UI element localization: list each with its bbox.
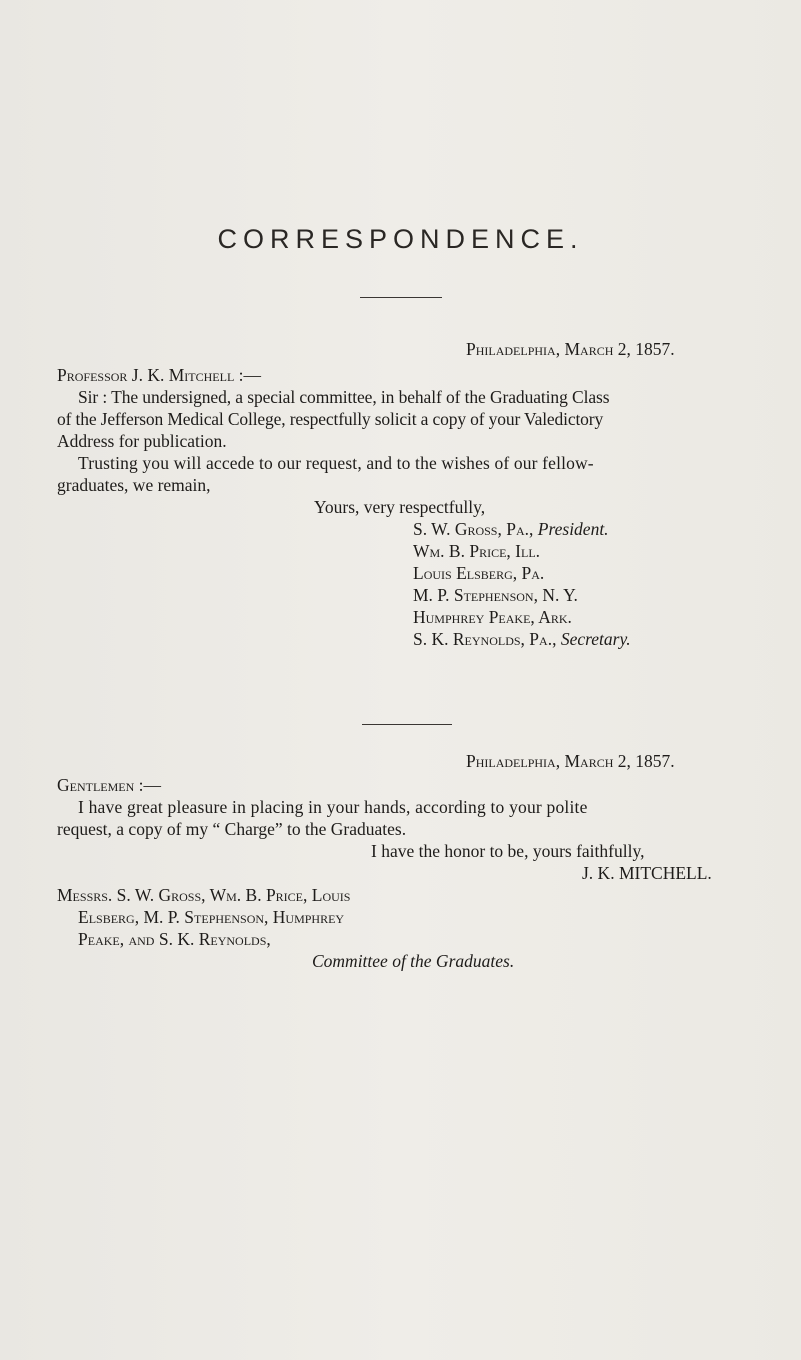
addressee-line: Elsberg, M. P. Stephenson, Humphrey: [78, 907, 345, 927]
letter1-body-line: Trusting you will accede to our request, and to the wishes of our fellow-: [78, 453, 594, 473]
signatory-name: S. K. Reynolds, Pa.,: [413, 629, 557, 649]
signatory-line: [413, 540, 540, 562]
letter2-salutation: Gentlemen :—: [57, 775, 162, 795]
signatory-line: [413, 562, 544, 584]
signatory-role: President.: [537, 519, 609, 539]
signatory-line: [413, 584, 578, 606]
addressee-note: Committee of the Graduates.: [312, 951, 515, 971]
letter1-body-line: of the Jefferson Medical College, respectfully solicit a copy of your Valedictory: [57, 409, 604, 429]
letter2-body-line: I have great pleasure in placing in your hands, according to your polite: [78, 797, 588, 817]
signatory-role: Secretary.: [560, 629, 631, 649]
signatory-line: [413, 628, 631, 650]
letter1-salutation: Professor J. K. Mitchell :—: [57, 365, 262, 385]
letter1-closing: Yours, very respectfully,: [314, 497, 486, 517]
letter2-closing: I have the honor to be, yours faithfully,: [371, 841, 645, 861]
letter2-body-line: request, a copy of my “ Charge” to the Graduates.: [57, 819, 407, 839]
addressee-line: Peake, and S. K. Reynolds,: [78, 929, 271, 949]
addressee-line: Messrs. S. W. Gross, Wm. B. Price, Louis: [57, 885, 351, 905]
title-divider: [360, 297, 442, 298]
signatory-name: M. P. Stephenson, N. Y.: [413, 585, 578, 605]
letter1-body-line: Address for publication.: [57, 431, 227, 451]
letter1-body-line: Sir : The undersigned, a special committee, in behalf of the Graduating Class: [78, 387, 610, 407]
letter-divider: [362, 724, 452, 725]
page-title: CORRESPONDENCE.: [217, 224, 584, 254]
signatory-name: Louis Elsberg, Pa.: [413, 563, 545, 583]
signatory-name: S. W. Gross, Pa.,: [413, 519, 534, 539]
letter2-dateline: Philadelphia, March 2, 1857.: [466, 751, 675, 771]
letter1-dateline: Philadelphia, March 2, 1857.: [466, 339, 675, 359]
signatory-line: [413, 606, 572, 628]
letter2-signature: J. K. MITCHELL.: [582, 863, 712, 883]
signatory-name: Humphrey Peake, Ark.: [413, 607, 572, 627]
letter1-body-line: graduates, we remain,: [57, 475, 211, 495]
signatory-line: [413, 518, 609, 540]
signatory-name: Wm. B. Price, Ill.: [413, 541, 541, 561]
